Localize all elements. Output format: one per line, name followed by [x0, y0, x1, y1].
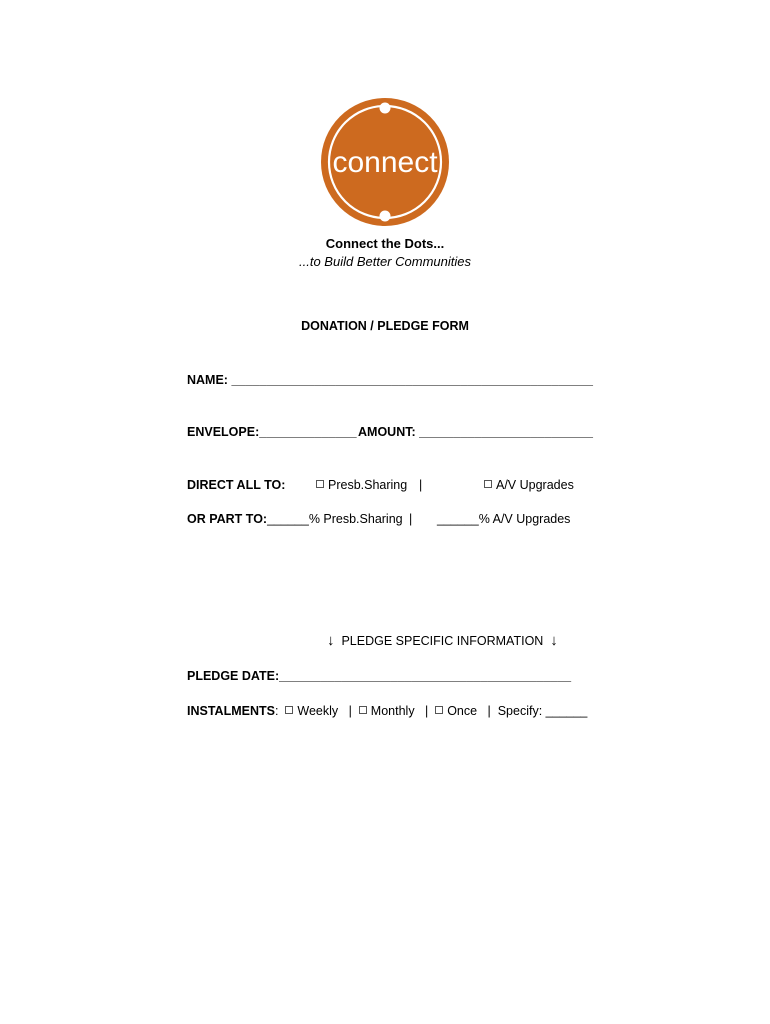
part-presb-label: % Presb.Sharing — [308, 512, 403, 526]
down-arrow-icon: ↓ — [327, 632, 335, 649]
name-label: NAME: — [187, 373, 228, 387]
name-field[interactable]: ____________________________________________________ — [231, 373, 593, 387]
divider: | — [409, 512, 413, 526]
amount-label: AMOUNT: — [358, 425, 416, 439]
divider: | — [419, 478, 423, 492]
amount-row — [358, 425, 593, 439]
instalment-once[interactable]: Once — [447, 704, 478, 718]
part-row — [187, 512, 403, 526]
direct-option-av[interactable] — [484, 478, 574, 492]
direct-label: DIRECT ALL TO: — [187, 478, 286, 492]
checkbox-icon[interactable] — [435, 706, 443, 714]
tagline-sub: ...to Build Better Communities — [299, 254, 471, 269]
instalments-label: INSTALMENTS — [187, 704, 275, 718]
instalments-row — [187, 704, 587, 718]
direct-option-presb[interactable] — [316, 478, 407, 492]
envelope-row — [187, 425, 357, 439]
checkbox-icon[interactable] — [316, 480, 324, 488]
checkbox-icon[interactable] — [359, 706, 367, 714]
envelope-label: ENVELOPE: — [187, 425, 260, 439]
pledge-date-row — [187, 669, 571, 683]
pledge-date-label: PLEDGE DATE: — [187, 669, 280, 683]
instalment-weekly[interactable]: Weekly — [297, 704, 339, 718]
envelope-field[interactable]: ______________ — [259, 425, 357, 439]
checkbox-icon[interactable] — [484, 480, 492, 488]
part-av-row — [437, 512, 570, 526]
checkbox-icon[interactable] — [285, 706, 293, 714]
connect-logo — [320, 97, 450, 227]
pledge-date-field[interactable]: __________________________________________ — [279, 669, 572, 683]
divider: | — [348, 704, 352, 718]
part-av-field[interactable]: ______ — [437, 512, 479, 526]
part-presb-field[interactable]: ______ — [267, 512, 309, 526]
pledge-section-header — [327, 632, 558, 649]
amount-field[interactable]: _________________________ — [419, 425, 593, 439]
instalment-monthly[interactable]: Monthly — [370, 704, 415, 718]
part-label: OR PART TO: — [187, 512, 268, 526]
down-arrow-icon: ↓ — [550, 632, 558, 649]
direct-option-presb-label: Presb.Sharing — [328, 478, 408, 492]
pledge-section-title: PLEDGE SPECIFIC INFORMATION — [341, 634, 544, 648]
instalments-colon: : — [274, 704, 279, 718]
instalment-specify-field[interactable]: ______ — [545, 704, 588, 718]
name-row — [187, 373, 593, 387]
instalment-specify-label: Specify: — [497, 704, 543, 718]
logo-text: connect — [332, 146, 438, 179]
divider: | — [425, 704, 429, 718]
part-av-label: % A/V Upgrades — [478, 512, 571, 526]
tagline-main: Connect the Dots... — [325, 236, 445, 251]
form-title: DONATION / PLEDGE FORM — [301, 319, 469, 333]
divider: | — [487, 704, 491, 718]
direct-option-av-label: A/V Upgrades — [496, 478, 574, 492]
